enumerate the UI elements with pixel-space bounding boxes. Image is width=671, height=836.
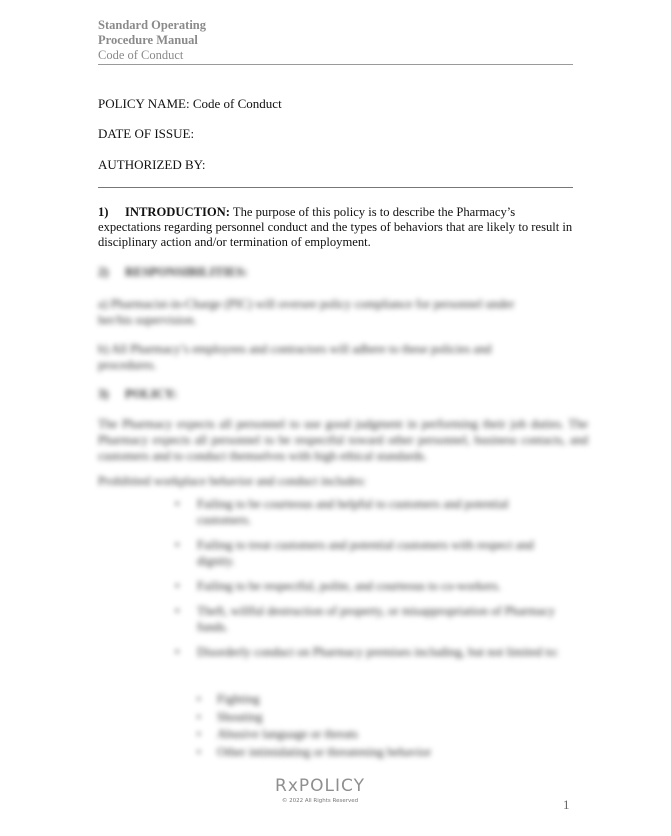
- sub-list-item: ▪ Abusive language or threats: [197, 726, 557, 744]
- list-item: • Disorderly conduct on Pharmacy premises including, but not limited to:: [175, 644, 565, 660]
- list-item: • Theft, willful destruction of property, or misappropriation of Pharmacy funds.: [175, 603, 565, 635]
- prohibited-behavior-list: [175, 496, 565, 669]
- header-title-line2: Procedure Manual: [98, 33, 198, 47]
- page-number: 1: [563, 797, 570, 812]
- disorderly-conduct-sublist: [197, 691, 557, 761]
- sub-list-item: ▪ Other intimidating or threatening behavior: [197, 744, 557, 762]
- responsibility-item-b: b) All Pharmacy’s employees and contractors will adhere to these policies and procedures.: [98, 342, 492, 372]
- prohibited-intro: Prohibited workplace behavior and conduct includes:: [98, 474, 367, 488]
- responsibilities-heading: RESPONSIBILITIES:: [125, 265, 248, 279]
- responsibilities-heading-row: [98, 264, 248, 280]
- header-subtitle: Code of Conduct: [98, 48, 184, 62]
- list-item: • Failing to treat customers and potential customers with respect and dignity.: [175, 537, 565, 569]
- list-item: • Failing to be courteous and helpful to customers and potential customers.: [175, 496, 565, 528]
- copyright-notice: © 2022 All Rights Reserved: [281, 798, 359, 804]
- policy-heading: POLICY:: [125, 387, 178, 401]
- authorized-by-field: AUTHORIZED BY:: [98, 157, 206, 172]
- introduction-heading: INTRODUCTION:: [125, 205, 230, 219]
- responsibilities-number: 2): [98, 265, 109, 279]
- policy-heading-row: [98, 386, 177, 402]
- responsibility-item-a: a) Pharmacist-in-Charge (PIC) will oversee policy compliance for personnel under her/his supervision.: [98, 297, 515, 327]
- sub-list-item: ▪ Shouting: [197, 709, 557, 727]
- policy-number: 3): [98, 387, 109, 401]
- rxpolicy-logo: [268, 776, 372, 810]
- date-of-issue-field: DATE OF ISSUE:: [98, 126, 195, 141]
- policy-paragraph: The Pharmacy expects all personnel to use good judgment in performing their job duties. The Pharmacy expects all personnel to be respectful toward other personnel, business contacts, and customers and to conduct themselves with high ethical standards.: [98, 417, 588, 463]
- policy-name-field: POLICY NAME: Code of Conduct: [98, 96, 282, 111]
- introduction-number: 1): [98, 205, 109, 219]
- header-title-line1: Standard Operating: [98, 18, 207, 32]
- sub-list-item: ▪ Fighting: [197, 691, 557, 709]
- list-item: • Failing to be respectful, polite, and courteous to co-workers.: [175, 578, 565, 594]
- introduction-text: The purpose of this policy is to describe the Pharmacy’s expectations regarding personnel conduct and the types of behaviors that are likely to result in disciplinary action and/or termination of employment.: [98, 205, 573, 249]
- logo-wordmark: RxPOLICY: [275, 776, 365, 796]
